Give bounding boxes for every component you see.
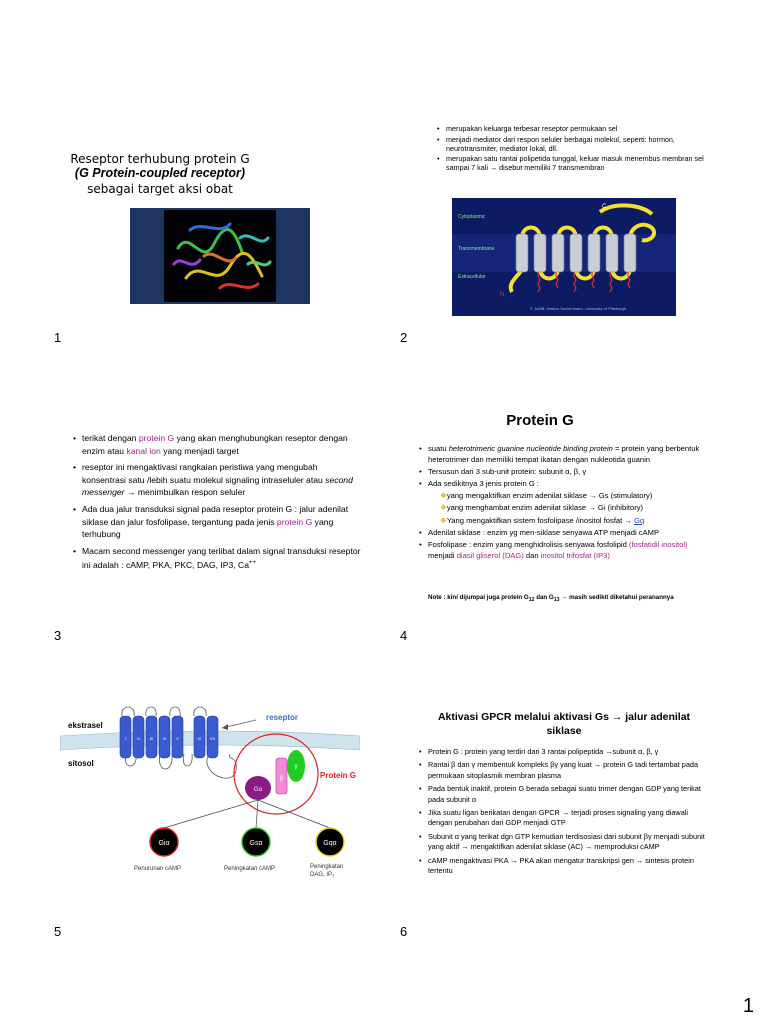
slide-6-bullet: • Rantai β dan γ membentuk kompleks βγ yang kuat → protein G tadi tertambat pada permukaan sitoplasmik membran plasma: [419, 760, 699, 780]
gprotein-pathway-diagram: [60, 700, 360, 890]
slide-number-1: 1: [54, 330, 62, 345]
label-n-terminus: N: [500, 292, 505, 298]
slide-3-bullet: • terikat dengan protein G yang akan menghubungkan reseptor dengan enzim atau kanal ion yang menjadi target: [73, 433, 348, 456]
label-transmembrane: Transmembrane: [458, 246, 495, 252]
label-cytoplasmic: Cytoplasmic: [458, 214, 486, 220]
label-gi-alpha: Giα: [158, 840, 170, 847]
svg-text:VII: VII: [210, 736, 215, 741]
protein-structure-image: [130, 208, 310, 304]
slide-1-title-line2: (G Protein-coupled receptor): [74, 166, 246, 180]
svg-text:VI: VI: [197, 736, 202, 741]
label-c-terminus: C: [602, 204, 607, 210]
diagram-credit: © JoMB, Kristen Sechermann, University of Pittsburgh: [530, 306, 627, 311]
slide-6-bullet: • cAMP mengaktivasi PKA → PKA akan mengatur transkripsi gen → sintesis protein tertentu: [419, 855, 694, 876]
label-reseptor: reseptor: [266, 713, 299, 722]
slide-6-bullet: • Protein G : protein yang terdiri dari 3 rantai polipeptida →subunit α, β, γ: [419, 747, 659, 756]
gq-link[interactable]: Gq: [634, 515, 645, 525]
slide-4-subitem: ❖yang menghambat enzim adenilat siklase → Gi (inhibitory): [440, 503, 644, 513]
svg-text:II: II: [137, 736, 140, 741]
label-gq-alpha: Gqα: [323, 840, 337, 847]
label-beta: β: [279, 776, 284, 782]
slide-number-4: 4: [400, 628, 408, 643]
slide-2-bullet: • merupakan keluarga terbesar reseptor permukaan sel: [437, 124, 618, 133]
slide-4-subitem: ❖Yang mengaktifkan sistem fosfolipase /inositol fosfat → Gq: [440, 515, 645, 525]
slide-number-3: 3: [54, 628, 62, 643]
slide-number-5: 5: [54, 924, 62, 939]
slide-6-title: Aktivasi GPCR melalui aktivasi Gs → jalur adenilat siklase: [437, 711, 691, 737]
slide-1-title-line3: sebagai target aksi obat: [87, 182, 233, 196]
page-number: 1: [742, 995, 754, 1017]
slide-2-bullet: • merupakan satu rantai polipetida tunggal, keluar masuk menembus membran sel sampai 7 kali → disebut memiliki 7 transmembran: [437, 154, 704, 172]
slide-3-bullet: • reseptor ini mengaktivasi rangkaian peristiwa yang mengubah konsentrasi satu /lebih suatu molekul signaling intraseluler atau second messenger → menimbulkan respon seluler: [73, 462, 353, 498]
slide-4-bullet: • Tersusun dari 3 sub-unit protein: subunit α, β, γ: [419, 466, 587, 476]
svg-text:I: I: [124, 736, 127, 741]
slide-4-bullet: • suatu heterotrimeric guanine nucleotide binding protein = protein yang berbentuk heterotrimer dan memiliki tempat ikatan dengan nukleotida guanin: [419, 444, 700, 464]
slide-4-title: Protein G: [506, 412, 574, 429]
slide-3-bullet: • Macam second messenger yang terlibat dalam signal transduksi reseptor ini adalah : cAMP, PKA, PKC, DAG, IP3, Ca++: [73, 545, 361, 571]
label-gs-alpha: Gsα: [249, 840, 263, 847]
slide-3-bullet: • Ada dua jalur transduksi signal pada reseptor protein G : jalur adenilat siklase dan jalur fosfolipase, tergantung pada jenis protein G yang terhubung: [73, 503, 349, 540]
slide-4-bullet: • Fosfolipase : enzim yang menghidrolisis senyawa fosfolipid (fosfatidil inositol) menjadi diasil gliserol (DAG) dan inositol trifosfat (IP3): [419, 539, 688, 560]
svg-text:V: V: [176, 736, 179, 741]
slide-6-bullet: • Pada bentuk inaktif, protein G berada sebagai suatu trimer dengan GDP yang terikat pada subunit α: [419, 784, 701, 804]
label-gamma: γ: [294, 764, 298, 770]
slide-4-note: Note : kini dijumpai juga protein $G_{12}$ dan $G_{13}$ → masih sedikit diketahui peranannya: [428, 594, 674, 604]
label-ekstrasel: ekstrasel: [68, 721, 103, 730]
slide-1-title-line1: Reseptor terhubung protein G: [70, 152, 250, 166]
svg-text:IV: IV: [162, 736, 167, 741]
slide-6-bullet: • Subunit α yang terikat dgn GTP kemudian terdisosiasi dari subunit βγ menjadi subunit yang aktif → mengaktifkan adenilat siklase (AC) → memproduksi cAMP: [419, 831, 705, 852]
label-extracellular: Extracellular: [458, 274, 486, 280]
slide-6-bullet: • Jika suatu ligan berikatan dengan GPCR → terjadi proses signaling yang diawali dengan perubahan dari GDP menjadi GTP: [419, 808, 688, 828]
slide-4-bullet: • Ada sedikitnya 3 jenis protein G :: [419, 478, 540, 488]
caption-gi: Penurunan cAMP: [134, 866, 182, 872]
caption-gs: Peningkatan cAMP: [224, 866, 276, 872]
gpcr-7tm-diagram: [452, 198, 676, 316]
label-protein-g: Protein G: [320, 771, 357, 780]
slide-number-6: 6: [400, 924, 408, 939]
slide-4-bullet: • Adenilat siklase : enzim yg men-siklase senyawa ATP menjadi cAMP: [419, 527, 660, 537]
slide-4-subitem: ❖yang mengaktifkan enzim adenilat siklase → Gs (stimulatory): [440, 491, 653, 501]
label-galpha: Gα: [253, 787, 263, 793]
slide-number-2: 2: [400, 330, 408, 345]
slide-2-bullet: • menjadi mediator dari respon seluler berbagai molekul, seperti: hormon, neurotransmiter, mediator lokal, dll.: [437, 134, 675, 153]
label-sitosol: sitosol: [68, 759, 94, 768]
caption-gq-line2: DAG, IP₃: [310, 872, 335, 878]
caption-gq-line1: Peningkatan: [310, 864, 344, 870]
svg-text:III: III: [149, 736, 154, 741]
